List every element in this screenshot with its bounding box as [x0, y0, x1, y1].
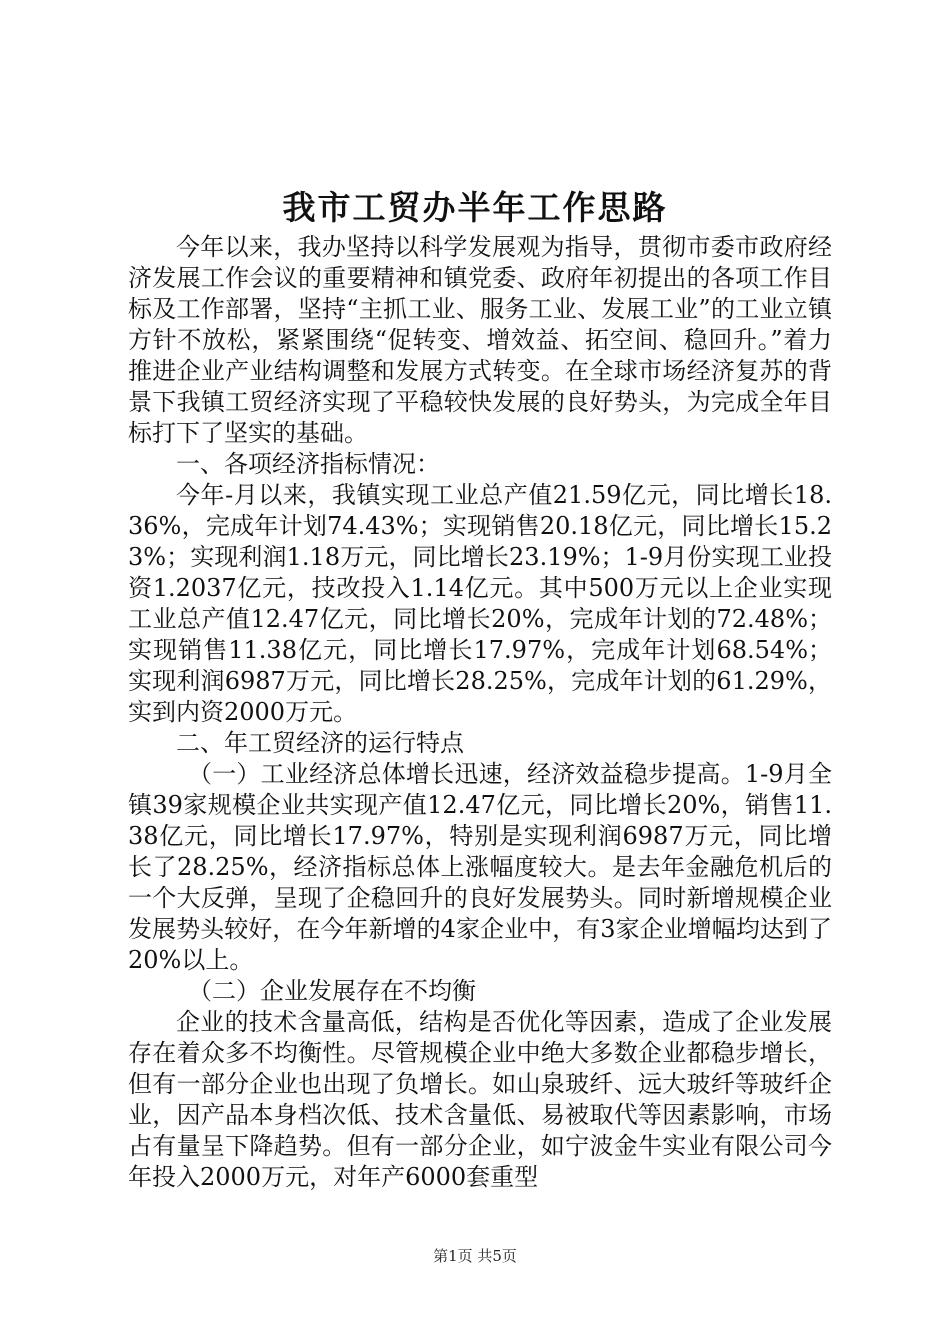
paragraph-intro: 今年以来，我办坚持以科学发展观为指导，贯彻市委市政府经济发展工作会议的重要精神和镇党委、政府年初提出的各项工作目标及工作部署，坚持“主抓工业、服务工业、发展工业”的工业立镇方针不放松，紧紧围绕“促转变、增效益、拓空间、稳回升。”着力推进企业产业结构调整和发展方式转变。在全球市场经济复苏的背景下我镇工贸经济实现了平稳较快发展的良好势头，为完成全年目标打下了坚实的基础。	[128, 233, 832, 447]
section-heading-indicators: 一、各项经济指标情况：	[176, 450, 440, 478]
subheading-feature-two: （二）企业发展存在不均衡	[188, 977, 476, 1005]
section-heading-features: 二、年工贸经济的运行特点	[176, 729, 464, 757]
document-title: 我市工贸办半年工作思路	[282, 188, 668, 227]
paragraph-indicators: 今年-月以来，我镇实现工业总产值21.59亿元，同比增长18.36%，完成年计划74.43%；实现销售20.18亿元，同比增长15.23%；实现利润1.18万元，同比增长23.19%；1-9月份实现工业投资1.2037亿元，技改投入1.14亿元。其中500万元以上企业实现工业总产值12.47亿元，同比增长20%，完成年计划的72.48%；实现销售11.38亿元，同比增长17.97%，完成年计划68.54%；实现利润6987万元，同比增长28.25%，完成年计划的61.29%，实到内资2000万元。	[128, 481, 832, 726]
page-number-footer: 第1页 共5页	[433, 1247, 517, 1265]
document-body	[128, 232, 832, 1193]
paragraph-feature-one: （一）工业经济总体增长迅速，经济效益稳步提高。1-9月全镇39家规模企业共实现产值12.47亿元，同比增长20%，销售11.38亿元，同比增长17.97%，特别是实现利润6987万元，同比增长了28.25%，经济指标总体上涨幅度较大。是去年金融危机后的一个大反弹，呈现了企稳回升的良好发展势头。同时新增规模企业发展势头较好，在今年新增的4家企业中，有3家企业增幅均达到了20%以上。	[128, 760, 832, 974]
paragraph-feature-two: 企业的技术含量高低，结构是否优化等因素，造成了企业发展存在着众多不均衡性。尽管规模企业中绝大多数企业都稳步增长，但有一部分企业也出现了负增长。如山泉玻纤、远大玻纤等玻纤企业，因产品本身档次低、技术含量低、易被取代等因素影响，市场占有量呈下降趋势。但有一部分企业，如宁波金牛实业有限公司今年投入2000万元，对年产6000套重型	[128, 1008, 832, 1191]
